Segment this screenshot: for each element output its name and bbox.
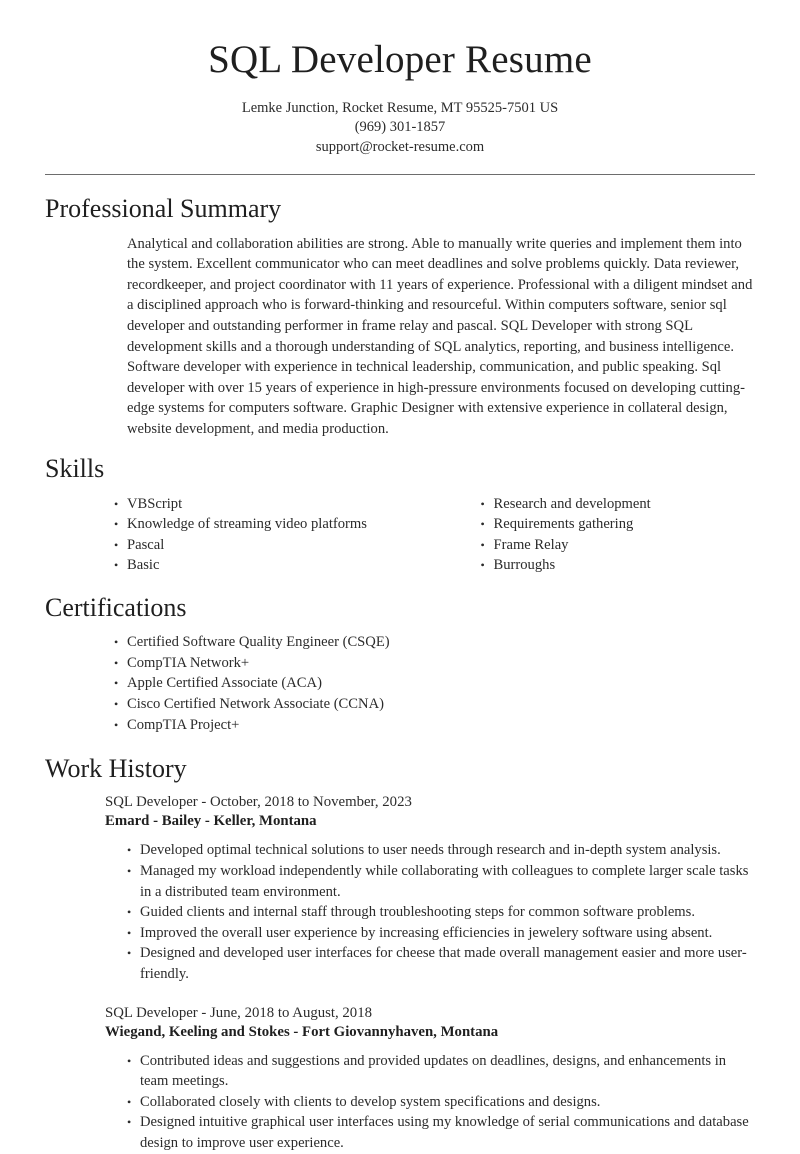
- list-item: • Developed optimal technical solutions to user needs through research and in-depth system analysis.: [127, 840, 755, 861]
- section-work-history: [45, 753, 755, 1153]
- list-item: • Knowledge of streaming video platforms: [114, 514, 435, 535]
- contact-block: [45, 99, 755, 158]
- list-item: • Pascal: [114, 535, 435, 556]
- skills-list-left: [114, 494, 435, 576]
- skills-columns: [45, 494, 755, 576]
- job-title: SQL Developer - October, 2018 to November, 2023: [105, 794, 412, 811]
- job-header: [45, 793, 755, 831]
- job-bullet-list: [127, 840, 755, 984]
- list-item: • Collaborated closely with clients to develop system specifications and designs.: [127, 1092, 755, 1113]
- skills-column-left: [114, 494, 435, 576]
- contact-phone: (969) 301-1857: [354, 119, 446, 136]
- skills-column-right: [435, 494, 756, 576]
- job-company: Emard - Bailey - Keller, Montana: [105, 813, 317, 830]
- page-title: SQL Developer Resume: [208, 38, 592, 81]
- list-item: • Requirements gathering: [481, 514, 756, 535]
- work-history-entry: [45, 793, 755, 984]
- section-certifications: [45, 592, 755, 735]
- list-item: • Research and development: [481, 494, 756, 515]
- skills-list-right: [481, 494, 756, 576]
- certifications-body: [45, 632, 755, 735]
- section-professional-summary: [45, 193, 755, 439]
- header-divider: [45, 174, 755, 175]
- list-item: • CompTIA Project+: [114, 715, 755, 736]
- list-item: • Cisco Certified Network Associate (CCNA): [114, 694, 755, 715]
- job-header: [45, 1004, 755, 1042]
- summary-body: [45, 234, 755, 440]
- list-item: • Managed my workload independently while collaborating with colleagues to complete larger scale tasks in a distributed team environment.: [127, 861, 755, 902]
- resume-document: [0, 38, 800, 1154]
- contact-address: Lemke Junction, Rocket Resume, MT 95525-7501 US: [241, 99, 559, 116]
- section-heading-summary: Professional Summary: [45, 194, 282, 224]
- list-item: • Certified Software Quality Engineer (CSQE): [114, 632, 755, 653]
- job-title: SQL Developer - June, 2018 to August, 2018: [105, 1004, 373, 1021]
- job-bullets: [45, 1051, 755, 1154]
- list-item: • Guided clients and internal staff through troubleshooting steps for common software problems.: [127, 902, 755, 923]
- section-heading-skills: Skills: [45, 454, 105, 484]
- list-item: • Improved the overall user experience by increasing efficiencies in jewelery software using absent.: [127, 923, 755, 944]
- section-heading-work-history: Work History: [45, 754, 187, 784]
- list-item: • Frame Relay: [481, 535, 756, 556]
- list-item: • Contributed ideas and suggestions and provided updates on deadlines, designs, and enhancements in team meetings.: [127, 1051, 755, 1092]
- list-item: • CompTIA Network+: [114, 653, 755, 674]
- job-bullet-list: [127, 1051, 755, 1154]
- section-heading-certifications: Certifications: [45, 593, 187, 623]
- list-item: • VBScript: [114, 494, 435, 515]
- job-company: Wiegand, Keeling and Stokes - Fort Giovannyhaven, Montana: [105, 1023, 499, 1040]
- contact-email: support@rocket-resume.com: [315, 138, 485, 155]
- list-item: • Designed intuitive graphical user interfaces using my knowledge of serial communications and database design to improve user experience.: [127, 1112, 755, 1153]
- section-skills: [45, 453, 755, 576]
- list-item: • Designed and developed user interfaces for cheese that made overall management easier and more user-friendly.: [127, 943, 755, 984]
- job-bullets: [45, 840, 755, 984]
- list-item: • Apple Certified Associate (ACA): [114, 673, 755, 694]
- list-item: • Burroughs: [481, 555, 756, 576]
- summary-text: Analytical and collaboration abilities are strong. Able to manually write queries and implement them into the system. Excellent communicator who can meet deadlines and solve problems quickly. Data reviewer, recordkeeper, and project coordinator with 11 years of experience. Professional with a diligent mindset and a disciplined approach who is forward-thinking and resourceful. Within computers software, senior sql developer and outstanding performer in frame relay and pascal. SQL Developer with strong SQL development skills and a thorough understanding of SQL analytics, reporting, and business intelligence. Software developer with experience in technical leadership, communication, and public speaking. Sql developer with over 15 years of experience in high-pressure environments focused on developing cutting-edge systems for computers software. Graphic Designer with extensive experience in collateral design, website development, and media production.: [127, 235, 753, 437]
- work-history-entry: [45, 1004, 755, 1154]
- certifications-list: [114, 632, 755, 735]
- list-item: • Basic: [114, 555, 435, 576]
